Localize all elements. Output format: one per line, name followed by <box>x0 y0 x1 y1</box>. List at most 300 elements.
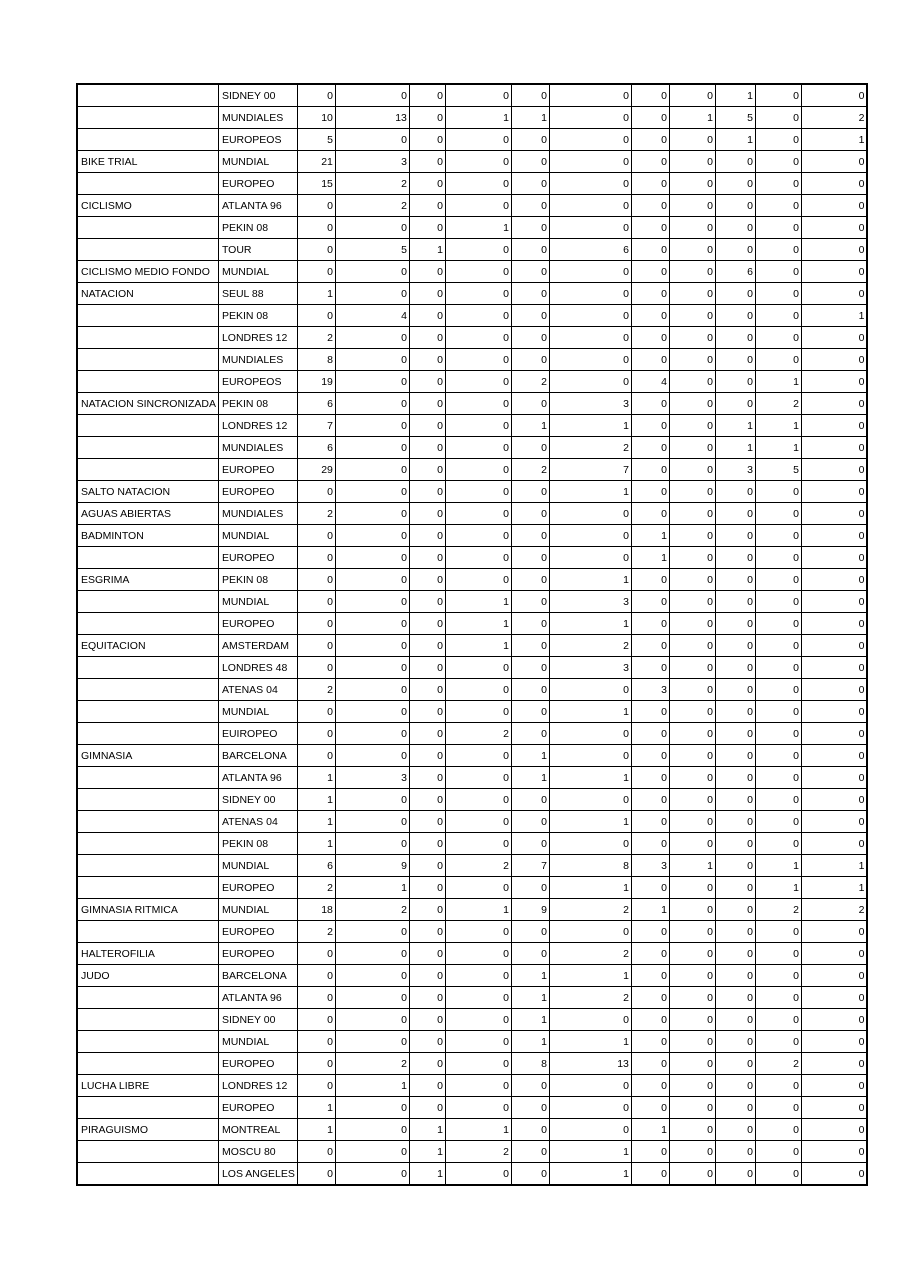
value-cell[interactable]: 0 <box>297 84 335 107</box>
value-cell[interactable]: 0 <box>549 1075 631 1097</box>
value-cell[interactable]: 2 <box>549 987 631 1009</box>
value-cell[interactable]: 0 <box>409 789 445 811</box>
value-cell[interactable]: 0 <box>511 657 549 679</box>
value-cell[interactable]: 0 <box>669 965 715 987</box>
value-cell[interactable]: 1 <box>631 525 669 547</box>
value-cell[interactable]: 0 <box>445 1163 511 1186</box>
value-cell[interactable]: 0 <box>801 1053 867 1075</box>
value-cell[interactable]: 0 <box>335 349 409 371</box>
value-cell[interactable]: 9 <box>511 899 549 921</box>
value-cell[interactable]: 0 <box>549 305 631 327</box>
sport-cell[interactable]: ESGRIMA <box>77 569 218 591</box>
value-cell[interactable]: 1 <box>297 767 335 789</box>
value-cell[interactable]: 7 <box>511 855 549 877</box>
value-cell[interactable]: 0 <box>801 1075 867 1097</box>
value-cell[interactable]: 0 <box>801 1031 867 1053</box>
event-cell[interactable]: BARCELONA <box>218 965 297 987</box>
value-cell[interactable]: 1 <box>297 789 335 811</box>
value-cell[interactable]: 0 <box>511 261 549 283</box>
value-cell[interactable]: 21 <box>297 151 335 173</box>
sport-cell[interactable] <box>77 305 218 327</box>
value-cell[interactable]: 0 <box>801 525 867 547</box>
event-cell[interactable]: MUNDIAL <box>218 591 297 613</box>
value-cell[interactable]: 0 <box>715 393 755 415</box>
value-cell[interactable]: 0 <box>715 371 755 393</box>
value-cell[interactable]: 0 <box>549 921 631 943</box>
sport-cell[interactable]: JUDO <box>77 965 218 987</box>
value-cell[interactable]: 0 <box>335 393 409 415</box>
value-cell[interactable]: 0 <box>409 657 445 679</box>
value-cell[interactable]: 0 <box>669 591 715 613</box>
event-cell[interactable]: MONTREAL <box>218 1119 297 1141</box>
value-cell[interactable]: 0 <box>801 327 867 349</box>
value-cell[interactable]: 3 <box>715 459 755 481</box>
value-cell[interactable]: 1 <box>549 1163 631 1186</box>
value-cell[interactable]: 0 <box>715 833 755 855</box>
value-cell[interactable]: 0 <box>445 239 511 261</box>
value-cell[interactable]: 0 <box>715 591 755 613</box>
value-cell[interactable]: 0 <box>409 679 445 701</box>
value-cell[interactable]: 0 <box>409 613 445 635</box>
value-cell[interactable]: 0 <box>445 415 511 437</box>
value-cell[interactable]: 29 <box>297 459 335 481</box>
value-cell[interactable]: 0 <box>409 305 445 327</box>
value-cell[interactable]: 0 <box>715 327 755 349</box>
sport-cell[interactable] <box>77 811 218 833</box>
value-cell[interactable]: 1 <box>297 811 335 833</box>
value-cell[interactable]: 0 <box>801 789 867 811</box>
value-cell[interactable]: 0 <box>801 349 867 371</box>
event-cell[interactable]: MUNDIALES <box>218 437 297 459</box>
value-cell[interactable]: 1 <box>511 767 549 789</box>
value-cell[interactable]: 0 <box>669 173 715 195</box>
value-cell[interactable]: 0 <box>297 239 335 261</box>
value-cell[interactable]: 0 <box>631 217 669 239</box>
value-cell[interactable]: 1 <box>297 1119 335 1141</box>
value-cell[interactable]: 0 <box>511 833 549 855</box>
value-cell[interactable]: 0 <box>755 1141 801 1163</box>
value-cell[interactable]: 0 <box>669 393 715 415</box>
event-cell[interactable]: ATLANTA 96 <box>218 195 297 217</box>
value-cell[interactable]: 1 <box>755 415 801 437</box>
sport-cell[interactable] <box>77 701 218 723</box>
event-cell[interactable]: EUROPEO <box>218 1053 297 1075</box>
value-cell[interactable]: 0 <box>669 701 715 723</box>
value-cell[interactable]: 3 <box>335 767 409 789</box>
value-cell[interactable]: 0 <box>409 107 445 129</box>
value-cell[interactable]: 0 <box>335 327 409 349</box>
event-cell[interactable]: SIDNEY 00 <box>218 84 297 107</box>
value-cell[interactable]: 0 <box>669 503 715 525</box>
value-cell[interactable]: 0 <box>511 679 549 701</box>
value-cell[interactable]: 0 <box>801 1009 867 1031</box>
value-cell[interactable]: 0 <box>631 415 669 437</box>
value-cell[interactable]: 2 <box>297 503 335 525</box>
value-cell[interactable]: 0 <box>335 1009 409 1031</box>
value-cell[interactable]: 0 <box>669 217 715 239</box>
value-cell[interactable]: 0 <box>669 987 715 1009</box>
value-cell[interactable]: 0 <box>511 84 549 107</box>
value-cell[interactable]: 0 <box>409 371 445 393</box>
value-cell[interactable]: 0 <box>801 415 867 437</box>
value-cell[interactable]: 0 <box>715 151 755 173</box>
value-cell[interactable]: 1 <box>409 1119 445 1141</box>
event-cell[interactable]: LONDRES 48 <box>218 657 297 679</box>
value-cell[interactable]: 1 <box>511 987 549 1009</box>
value-cell[interactable]: 1 <box>755 877 801 899</box>
value-cell[interactable]: 2 <box>511 371 549 393</box>
value-cell[interactable]: 0 <box>511 921 549 943</box>
value-cell[interactable]: 0 <box>715 349 755 371</box>
value-cell[interactable]: 0 <box>631 921 669 943</box>
value-cell[interactable]: 0 <box>631 84 669 107</box>
value-cell[interactable]: 0 <box>335 965 409 987</box>
value-cell[interactable]: 0 <box>445 503 511 525</box>
sport-cell[interactable]: GIMNASIA <box>77 745 218 767</box>
value-cell[interactable]: 0 <box>715 965 755 987</box>
value-cell[interactable]: 0 <box>511 613 549 635</box>
sport-cell[interactable]: CICLISMO MEDIO FONDO <box>77 261 218 283</box>
value-cell[interactable]: 0 <box>801 195 867 217</box>
sport-cell[interactable]: SALTO NATACION <box>77 481 218 503</box>
value-cell[interactable]: 0 <box>511 481 549 503</box>
value-cell[interactable]: 5 <box>715 107 755 129</box>
event-cell[interactable]: LONDRES 12 <box>218 327 297 349</box>
value-cell[interactable]: 0 <box>549 129 631 151</box>
value-cell[interactable]: 0 <box>755 129 801 151</box>
event-cell[interactable]: MUNDIALES <box>218 503 297 525</box>
value-cell[interactable]: 0 <box>549 107 631 129</box>
value-cell[interactable]: 0 <box>409 195 445 217</box>
value-cell[interactable]: 0 <box>335 635 409 657</box>
value-cell[interactable]: 1 <box>715 437 755 459</box>
sport-cell[interactable] <box>77 349 218 371</box>
value-cell[interactable]: 0 <box>669 547 715 569</box>
value-cell[interactable]: 1 <box>549 701 631 723</box>
value-cell[interactable]: 0 <box>631 657 669 679</box>
sport-cell[interactable] <box>77 217 218 239</box>
value-cell[interactable]: 1 <box>511 1009 549 1031</box>
value-cell[interactable]: 0 <box>801 393 867 415</box>
event-cell[interactable]: EUROPEO <box>218 943 297 965</box>
value-cell[interactable]: 7 <box>297 415 335 437</box>
value-cell[interactable]: 0 <box>801 613 867 635</box>
value-cell[interactable]: 1 <box>335 877 409 899</box>
value-cell[interactable]: 0 <box>549 283 631 305</box>
value-cell[interactable]: 0 <box>335 129 409 151</box>
event-cell[interactable]: LONDRES 12 <box>218 1075 297 1097</box>
value-cell[interactable]: 0 <box>511 1141 549 1163</box>
value-cell[interactable]: 0 <box>335 789 409 811</box>
value-cell[interactable]: 0 <box>631 965 669 987</box>
value-cell[interactable]: 0 <box>631 701 669 723</box>
value-cell[interactable]: 0 <box>409 1097 445 1119</box>
event-cell[interactable]: AMSTERDAM <box>218 635 297 657</box>
value-cell[interactable]: 0 <box>801 481 867 503</box>
value-cell[interactable]: 0 <box>801 767 867 789</box>
value-cell[interactable]: 0 <box>801 723 867 745</box>
value-cell[interactable]: 0 <box>297 1053 335 1075</box>
value-cell[interactable]: 0 <box>549 217 631 239</box>
value-cell[interactable]: 1 <box>755 437 801 459</box>
value-cell[interactable]: 13 <box>335 107 409 129</box>
value-cell[interactable]: 0 <box>549 327 631 349</box>
value-cell[interactable]: 0 <box>511 701 549 723</box>
sport-cell[interactable] <box>77 767 218 789</box>
value-cell[interactable]: 0 <box>801 239 867 261</box>
value-cell[interactable]: 0 <box>409 459 445 481</box>
event-cell[interactable]: MUNDIAL <box>218 1031 297 1053</box>
value-cell[interactable]: 0 <box>755 261 801 283</box>
value-cell[interactable]: 1 <box>297 283 335 305</box>
event-cell[interactable]: MUNDIAL <box>218 701 297 723</box>
value-cell[interactable]: 0 <box>669 767 715 789</box>
value-cell[interactable]: 0 <box>715 1031 755 1053</box>
value-cell[interactable]: 0 <box>669 811 715 833</box>
value-cell[interactable]: 0 <box>409 943 445 965</box>
value-cell[interactable]: 0 <box>409 701 445 723</box>
value-cell[interactable]: 0 <box>631 811 669 833</box>
value-cell[interactable]: 0 <box>445 261 511 283</box>
value-cell[interactable]: 1 <box>511 107 549 129</box>
value-cell[interactable]: 1 <box>445 899 511 921</box>
value-cell[interactable]: 0 <box>297 261 335 283</box>
value-cell[interactable]: 0 <box>335 481 409 503</box>
value-cell[interactable]: 0 <box>445 349 511 371</box>
value-cell[interactable]: 0 <box>335 1141 409 1163</box>
value-cell[interactable]: 0 <box>445 701 511 723</box>
value-cell[interactable]: 2 <box>801 107 867 129</box>
value-cell[interactable]: 6 <box>297 437 335 459</box>
value-cell[interactable]: 0 <box>669 481 715 503</box>
value-cell[interactable]: 0 <box>669 129 715 151</box>
value-cell[interactable]: 0 <box>755 723 801 745</box>
value-cell[interactable]: 0 <box>715 283 755 305</box>
value-cell[interactable]: 0 <box>409 437 445 459</box>
value-cell[interactable]: 1 <box>801 305 867 327</box>
value-cell[interactable]: 0 <box>409 173 445 195</box>
value-cell[interactable]: 0 <box>801 569 867 591</box>
value-cell[interactable]: 0 <box>755 811 801 833</box>
value-cell[interactable]: 0 <box>445 943 511 965</box>
value-cell[interactable]: 0 <box>715 943 755 965</box>
value-cell[interactable]: 0 <box>511 1119 549 1141</box>
value-cell[interactable]: 0 <box>669 943 715 965</box>
value-cell[interactable]: 0 <box>409 767 445 789</box>
value-cell[interactable]: 0 <box>801 943 867 965</box>
value-cell[interactable]: 3 <box>549 657 631 679</box>
value-cell[interactable]: 4 <box>631 371 669 393</box>
value-cell[interactable]: 0 <box>631 393 669 415</box>
value-cell[interactable]: 0 <box>445 481 511 503</box>
value-cell[interactable]: 1 <box>445 613 511 635</box>
value-cell[interactable]: 0 <box>669 261 715 283</box>
value-cell[interactable]: 5 <box>335 239 409 261</box>
value-cell[interactable]: 0 <box>755 767 801 789</box>
value-cell[interactable]: 0 <box>297 723 335 745</box>
value-cell[interactable]: 2 <box>549 635 631 657</box>
value-cell[interactable]: 0 <box>631 349 669 371</box>
value-cell[interactable]: 1 <box>801 877 867 899</box>
value-cell[interactable]: 0 <box>409 745 445 767</box>
value-cell[interactable]: 0 <box>511 327 549 349</box>
value-cell[interactable]: 2 <box>297 679 335 701</box>
event-cell[interactable]: EUIROPEO <box>218 723 297 745</box>
value-cell[interactable]: 0 <box>335 701 409 723</box>
value-cell[interactable]: 0 <box>335 569 409 591</box>
value-cell[interactable]: 0 <box>445 833 511 855</box>
value-cell[interactable]: 0 <box>715 173 755 195</box>
value-cell[interactable]: 0 <box>409 1053 445 1075</box>
value-cell[interactable]: 0 <box>715 217 755 239</box>
value-cell[interactable]: 0 <box>755 305 801 327</box>
value-cell[interactable]: 0 <box>715 525 755 547</box>
value-cell[interactable]: 0 <box>549 723 631 745</box>
value-cell[interactable]: 0 <box>549 84 631 107</box>
value-cell[interactable]: 0 <box>335 1163 409 1186</box>
value-cell[interactable]: 3 <box>549 591 631 613</box>
value-cell[interactable]: 0 <box>409 415 445 437</box>
sport-cell[interactable] <box>77 371 218 393</box>
value-cell[interactable]: 0 <box>801 283 867 305</box>
value-cell[interactable]: 1 <box>549 1031 631 1053</box>
sport-cell[interactable] <box>77 84 218 107</box>
value-cell[interactable]: 0 <box>631 437 669 459</box>
event-cell[interactable]: EUROPEO <box>218 173 297 195</box>
value-cell[interactable]: 0 <box>715 635 755 657</box>
value-cell[interactable]: 0 <box>669 789 715 811</box>
value-cell[interactable]: 0 <box>755 195 801 217</box>
value-cell[interactable]: 8 <box>549 855 631 877</box>
value-cell[interactable]: 0 <box>669 1009 715 1031</box>
value-cell[interactable]: 0 <box>511 591 549 613</box>
value-cell[interactable]: 0 <box>755 107 801 129</box>
value-cell[interactable]: 0 <box>445 1009 511 1031</box>
value-cell[interactable]: 0 <box>715 855 755 877</box>
value-cell[interactable]: 0 <box>445 679 511 701</box>
sport-cell[interactable] <box>77 459 218 481</box>
value-cell[interactable]: 0 <box>715 789 755 811</box>
value-cell[interactable]: 0 <box>511 811 549 833</box>
value-cell[interactable]: 0 <box>801 173 867 195</box>
value-cell[interactable]: 3 <box>549 393 631 415</box>
value-cell[interactable]: 0 <box>511 1163 549 1186</box>
sport-cell[interactable] <box>77 415 218 437</box>
value-cell[interactable]: 0 <box>297 987 335 1009</box>
value-cell[interactable]: 0 <box>409 151 445 173</box>
value-cell[interactable]: 1 <box>409 1163 445 1186</box>
value-cell[interactable]: 2 <box>801 899 867 921</box>
value-cell[interactable]: 0 <box>549 261 631 283</box>
value-cell[interactable]: 6 <box>715 261 755 283</box>
value-cell[interactable]: 0 <box>631 723 669 745</box>
value-cell[interactable]: 0 <box>669 1097 715 1119</box>
value-cell[interactable]: 0 <box>549 1097 631 1119</box>
value-cell[interactable]: 0 <box>669 239 715 261</box>
value-cell[interactable]: 0 <box>755 833 801 855</box>
value-cell[interactable]: 4 <box>335 305 409 327</box>
value-cell[interactable]: 0 <box>669 569 715 591</box>
value-cell[interactable]: 0 <box>549 195 631 217</box>
event-cell[interactable]: EUROPEO <box>218 877 297 899</box>
value-cell[interactable]: 0 <box>715 569 755 591</box>
sport-cell[interactable] <box>77 547 218 569</box>
value-cell[interactable]: 0 <box>445 767 511 789</box>
value-cell[interactable]: 0 <box>715 305 755 327</box>
value-cell[interactable]: 0 <box>409 503 445 525</box>
value-cell[interactable]: 0 <box>801 987 867 1009</box>
sport-cell[interactable] <box>77 613 218 635</box>
value-cell[interactable]: 1 <box>549 415 631 437</box>
value-cell[interactable]: 0 <box>445 877 511 899</box>
sport-cell[interactable] <box>77 239 218 261</box>
value-cell[interactable]: 0 <box>549 371 631 393</box>
value-cell[interactable]: 0 <box>801 151 867 173</box>
value-cell[interactable]: 0 <box>755 657 801 679</box>
value-cell[interactable]: 0 <box>715 987 755 1009</box>
sport-cell[interactable] <box>77 789 218 811</box>
value-cell[interactable]: 0 <box>755 965 801 987</box>
value-cell[interactable]: 0 <box>631 635 669 657</box>
value-cell[interactable]: 0 <box>445 965 511 987</box>
value-cell[interactable]: 2 <box>549 943 631 965</box>
value-cell[interactable]: 0 <box>669 151 715 173</box>
value-cell[interactable]: 0 <box>669 1075 715 1097</box>
value-cell[interactable]: 0 <box>801 701 867 723</box>
value-cell[interactable]: 0 <box>801 679 867 701</box>
value-cell[interactable]: 0 <box>755 591 801 613</box>
value-cell[interactable]: 0 <box>801 635 867 657</box>
value-cell[interactable]: 0 <box>755 481 801 503</box>
value-cell[interactable]: 3 <box>631 679 669 701</box>
sport-cell[interactable]: PIRAGUISMO <box>77 1119 218 1141</box>
value-cell[interactable]: 0 <box>445 745 511 767</box>
value-cell[interactable]: 1 <box>511 415 549 437</box>
value-cell[interactable]: 0 <box>669 459 715 481</box>
value-cell[interactable]: 0 <box>549 833 631 855</box>
value-cell[interactable]: 1 <box>409 239 445 261</box>
event-cell[interactable]: MUNDIALES <box>218 107 297 129</box>
sport-cell[interactable]: CICLISMO <box>77 195 218 217</box>
value-cell[interactable]: 0 <box>445 371 511 393</box>
sport-cell[interactable] <box>77 591 218 613</box>
value-cell[interactable]: 0 <box>631 591 669 613</box>
value-cell[interactable]: 0 <box>297 613 335 635</box>
event-cell[interactable]: MUNDIAL <box>218 899 297 921</box>
event-cell[interactable]: MOSCU 80 <box>218 1141 297 1163</box>
value-cell[interactable]: 0 <box>669 349 715 371</box>
sport-cell[interactable] <box>77 1053 218 1075</box>
value-cell[interactable]: 0 <box>409 591 445 613</box>
event-cell[interactable]: ATLANTA 96 <box>218 767 297 789</box>
value-cell[interactable]: 0 <box>409 877 445 899</box>
value-cell[interactable]: 0 <box>549 745 631 767</box>
value-cell[interactable]: 1 <box>445 635 511 657</box>
value-cell[interactable]: 0 <box>715 613 755 635</box>
value-cell[interactable]: 2 <box>297 921 335 943</box>
value-cell[interactable]: 0 <box>445 547 511 569</box>
value-cell[interactable]: 0 <box>409 899 445 921</box>
value-cell[interactable]: 0 <box>297 1141 335 1163</box>
sport-cell[interactable] <box>77 855 218 877</box>
event-cell[interactable]: PEKIN 08 <box>218 393 297 415</box>
value-cell[interactable]: 0 <box>755 1009 801 1031</box>
sport-cell[interactable]: HALTEROFILIA <box>77 943 218 965</box>
sport-cell[interactable]: GIMNASIA RITMICA <box>77 899 218 921</box>
value-cell[interactable]: 2 <box>445 855 511 877</box>
value-cell[interactable]: 0 <box>335 723 409 745</box>
value-cell[interactable]: 0 <box>297 701 335 723</box>
